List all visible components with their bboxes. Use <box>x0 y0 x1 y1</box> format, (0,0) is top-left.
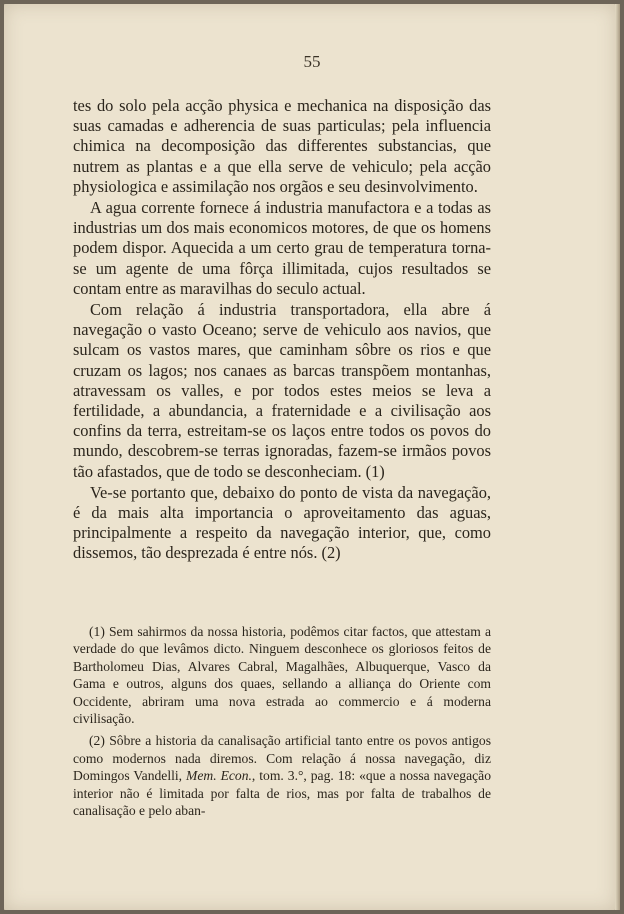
main-text <box>73 96 491 564</box>
footnote-2-text-after: , tom. 3.°, pag. 18: «que a nossa navegação interior não é limitada por falta de rios, mas por falta de trabalhos de canalisação e pelo aban- <box>73 768 491 819</box>
page-number: 55 <box>303 52 321 71</box>
footnote-2 <box>73 732 491 819</box>
paragraph-transport: Com relação á industria transportadora, ella abre á navegação o vasto Oceano; serve de vehiculo aos navios, que sulcam os vastos mares, que caminham sôbre os rios e que cruzam os lagos; nos canaes as barcas transpõem montanhas, atravessam os valles, e por todos estes meios se leva a fertilidade, a abundancia, a fraternidade e a civilisação aos confins da terra, estreitam-se os laços entre todos os povos do mundo, descobrem-se terras ignoradas, fazem-se irmãos povos tão afastados, que de todo se desconheciam. (1) <box>73 300 491 481</box>
page-edge-shadow <box>615 4 620 910</box>
footnotes <box>73 623 491 819</box>
paragraph-continuation: tes do solo pela acção physica e mechanica na disposição das suas camadas e adherencia de suas particulas; pela influencia chimica na decomposição das differentes substancias, que nutrem as plantas e a que ella serve de vehiculo; pela acção physiologica e assimilação nos orgãos e seu desinvolvimento. <box>73 96 491 196</box>
paragraph-water-industry: A agua corrente fornece á industria manufactora e a todas as industrias um dos mais economicos motores, de que os homens podem dispor. Aquecida a um certo grau de temperatura torna-se um agente de uma fôrça illimitada, cujos resultados se contam entre as maravilhas do seculo actual. <box>73 198 491 298</box>
paragraph-navigation: Ve-se portanto que, debaixo do ponto de vista da navegação, é da mais alta importancia o aproveitamento das aguas, principalmente a respeito da navegação interior, que, como dissemos, tão desprezada é entre nós. (2) <box>73 482 491 563</box>
footnote-1: (1) Sem sahirmos da nossa historia, podêmos citar factos, que attestam a verdade do que levâmos dicto. Ninguem desconhece os gloriosos feitos de Bartholomeu Dias, Alvares Cabral, Magalhães, Albuquerque, Vasco da Gama e outros, alguns dos quaes, sellando a alliança do Oriente com Occidente, abriram uma nova estrada ao commercio e á moderna civilisação. <box>73 624 491 727</box>
footnote-2-work-title: Mem. Econ. <box>186 768 252 784</box>
footnote-2-text-before: (2) Sôbre a historia da canalisação artificial tanto entre os povos antigos como modernos nada diremos. Com relação á nossa navegação, diz Domingos Vandelli, <box>73 733 491 784</box>
